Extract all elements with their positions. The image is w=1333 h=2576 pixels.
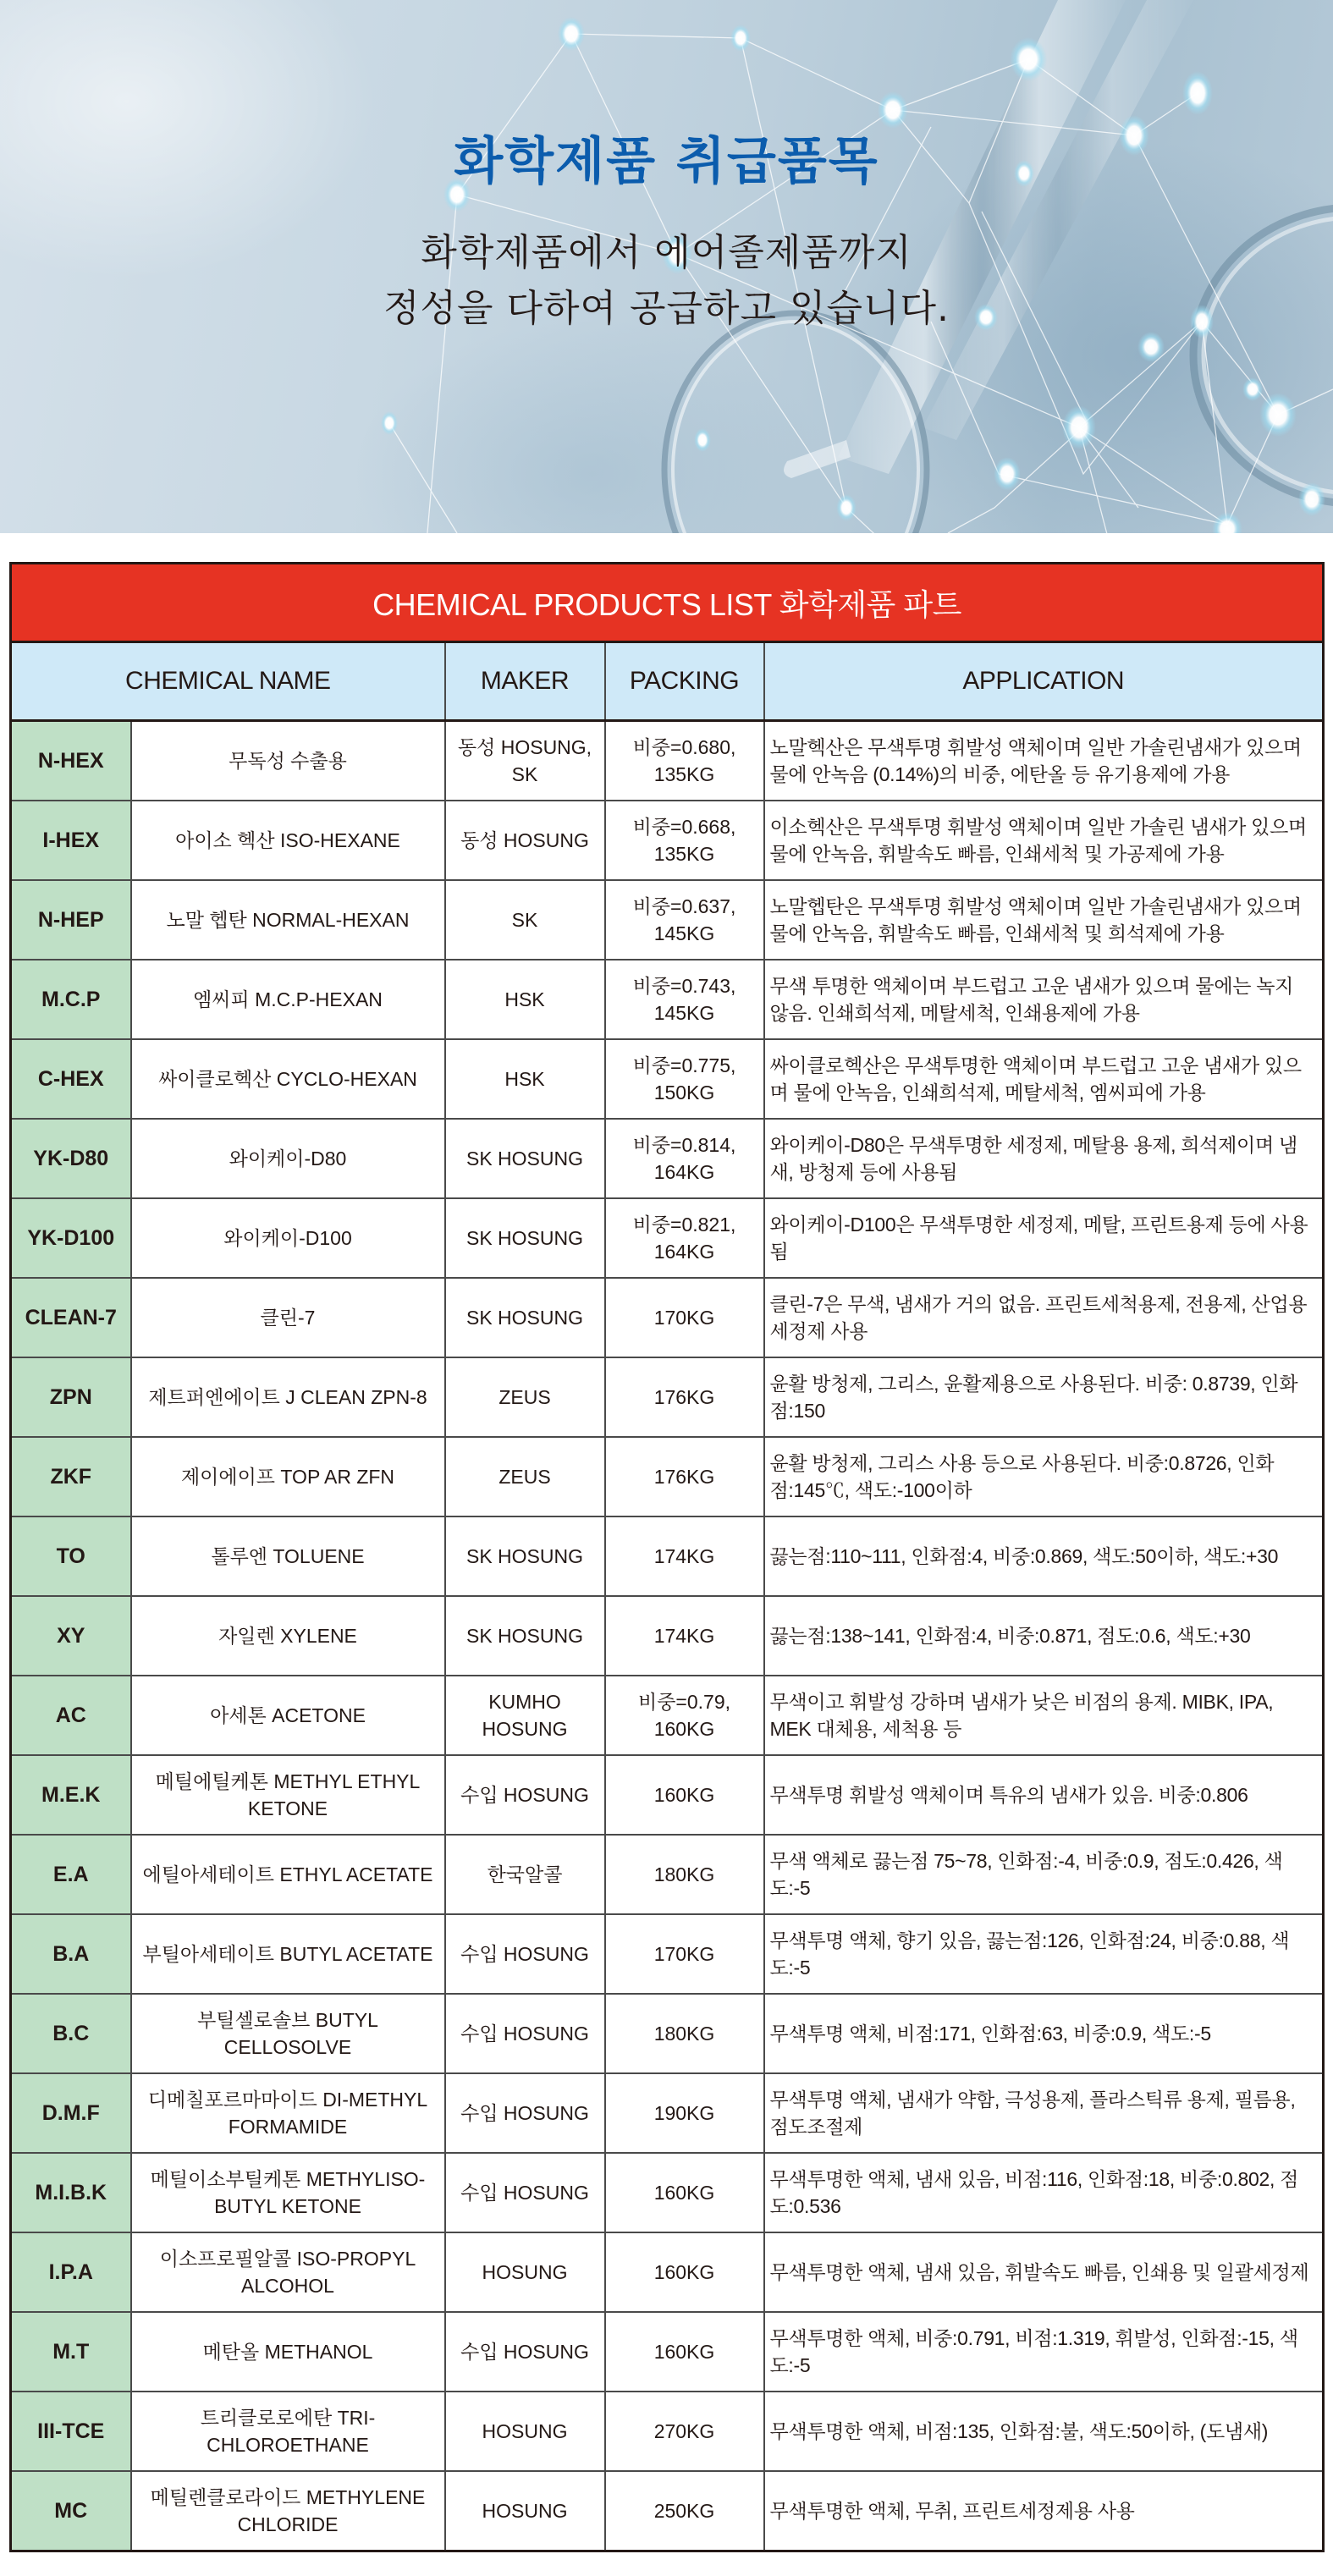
product-code-cell: N-HEP (11, 880, 131, 960)
maker-cell: SK HOSUNG (445, 1278, 605, 1357)
chemical-name-cell: 제트퍼엔에이트 J CLEAN ZPN-8 (131, 1357, 445, 1437)
chemical-name-cell: 클린-7 (131, 1278, 445, 1357)
chemical-name-cell: 와이케이-D100 (131, 1198, 445, 1278)
maker-cell: ZEUS (445, 1437, 605, 1516)
packing-cell: 190KG (605, 2073, 764, 2153)
packing-cell: 비중=0.680, 135KG (605, 721, 764, 801)
application-cell: 윤활 방청제, 그리스, 윤활제용으로 사용된다. 비중: 0.8739, 인화점:150 (764, 1357, 1324, 1437)
product-code-cell: N-HEX (11, 721, 131, 801)
chemical-name-cell: 메탄올 METHANOL (131, 2312, 445, 2392)
chemical-name-cell: 노말 헵탄 NORMAL-HEXAN (131, 880, 445, 960)
packing-cell: 비중=0.743, 145KG (605, 960, 764, 1039)
chemical-name-cell: 에틸아세테이트 ETHYL ACETATE (131, 1835, 445, 1914)
product-code-cell: C-HEX (11, 1039, 131, 1119)
application-cell: 끓는점:110~111, 인화점:4, 비중:0.869, 색도:50이하, 색도:+30 (764, 1516, 1324, 1596)
maker-cell: 한국알콜 (445, 1835, 605, 1914)
chemical-name-cell: 싸이클로헥산 CYCLO-HEXAN (131, 1039, 445, 1119)
table-row (11, 1914, 1324, 1994)
column-header-maker: MAKER (445, 642, 605, 721)
maker-cell: 수입 HOSUNG (445, 2073, 605, 2153)
table-row (11, 2073, 1324, 2153)
packing-cell: 176KG (605, 1437, 764, 1516)
packing-cell: 176KG (605, 1357, 764, 1437)
product-code-cell: III-TCE (11, 2392, 131, 2471)
maker-cell: KUMHO HOSUNG (445, 1676, 605, 1755)
maker-cell: 동성 HOSUNG (445, 801, 605, 880)
chemical-name-cell: 메틸렌클로라이드 METHYLENE CHLORIDE (131, 2471, 445, 2551)
application-cell: 윤활 방청제, 그리스 사용 등으로 사용된다. 비중:0.8726, 인화점:145℃, 색도:-100이하 (764, 1437, 1324, 1516)
application-cell: 이소헥산은 무색투명 휘발성 액체이며 일반 가솔린 냄새가 있으며 물에 안녹음, 휘발속도 빠름, 인쇄세척 및 가공제에 가용 (764, 801, 1324, 880)
packing-cell: 174KG (605, 1516, 764, 1596)
table-row (11, 1596, 1324, 1676)
table-row (11, 880, 1324, 960)
table-row (11, 1994, 1324, 2073)
maker-cell: SK HOSUNG (445, 1516, 605, 1596)
chemical-name-cell: 이소프로필알콜 ISO-PROPYL ALCOHOL (131, 2232, 445, 2312)
chemical-name-cell: 메틸에틸케톤 METHYL ETHYL KETONE (131, 1755, 445, 1835)
application-cell: 싸이클로헥산은 무색투명한 액체이며 부드럽고 고운 냄새가 있으며 물에 안녹음, 인쇄희석제, 메탈세척, 엠씨피에 가용 (764, 1039, 1324, 1119)
maker-cell: SK HOSUNG (445, 1596, 605, 1676)
table-row (11, 2471, 1324, 2551)
application-cell: 무색투명 액체, 냄새가 약함, 극성용제, 플라스틱류 용제, 필름용, 점도조절제 (764, 2073, 1324, 2153)
table-row (11, 1278, 1324, 1357)
product-code-cell: B.A (11, 1914, 131, 1994)
packing-cell: 170KG (605, 1278, 764, 1357)
product-code-cell: I.P.A (11, 2232, 131, 2312)
table-body (11, 721, 1324, 2551)
table-row (11, 801, 1324, 880)
chemical-products-table (9, 562, 1325, 2552)
application-cell: 무색 액체로 끓는점 75~78, 인화점:-4, 비중:0.9, 점도:0.426, 색도:-5 (764, 1835, 1324, 1914)
product-code-cell: D.M.F (11, 2073, 131, 2153)
chemical-name-cell: 부틸아세테이트 BUTYL ACETATE (131, 1914, 445, 1994)
application-cell: 와이케이-D80은 무색투명한 세정제, 메탈용 용제, 희석제이며 냄새, 방청제 등에 사용됨 (764, 1119, 1324, 1198)
maker-cell: 수입 HOSUNG (445, 1755, 605, 1835)
product-code-cell: TO (11, 1516, 131, 1596)
table-title-row (11, 564, 1324, 642)
chemical-name-cell: 무독성 수출용 (131, 721, 445, 801)
chemical-name-cell: 아세톤 ACETONE (131, 1676, 445, 1755)
product-code-cell: ZPN (11, 1357, 131, 1437)
packing-cell: 180KG (605, 1994, 764, 2073)
table-row (11, 1835, 1324, 1914)
product-code-cell: I-HEX (11, 801, 131, 880)
packing-cell: 270KG (605, 2392, 764, 2471)
application-cell: 무색이고 휘발성 강하며 냄새가 낮은 비점의 용제. MIBK, IPA, MEK 대체용, 세척용 등 (764, 1676, 1324, 1755)
packing-cell: 160KG (605, 2232, 764, 2312)
product-code-cell: E.A (11, 1835, 131, 1914)
packing-cell: 비중=0.637, 145KG (605, 880, 764, 960)
maker-cell: SK HOSUNG (445, 1119, 605, 1198)
maker-cell: 수입 HOSUNG (445, 2153, 605, 2232)
application-cell: 무색투명한 액체, 무취, 프린트세정제용 사용 (764, 2471, 1324, 2551)
product-code-cell: M.I.B.K (11, 2153, 131, 2232)
table-row (11, 1437, 1324, 1516)
application-cell: 끓는점:138~141, 인화점:4, 비중:0.871, 점도:0.6, 색도:+30 (764, 1596, 1324, 1676)
table-row (11, 1516, 1324, 1596)
packing-cell: 160KG (605, 2312, 764, 2392)
table-row (11, 2232, 1324, 2312)
application-cell: 무색투명 액체, 향기 있음, 끓는점:126, 인화점:24, 비중:0.88, 색도:-5 (764, 1914, 1324, 1994)
maker-cell: ZEUS (445, 1357, 605, 1437)
table-header-row (11, 642, 1324, 721)
table-row (11, 2392, 1324, 2471)
product-code-cell: M.C.P (11, 960, 131, 1039)
maker-cell: 동성 HOSUNG, SK (445, 721, 605, 801)
chemical-name-cell: 디메칠포르마마이드 DI-METHYL FORMAMIDE (131, 2073, 445, 2153)
packing-cell: 비중=0.79, 160KG (605, 1676, 764, 1755)
table-row (11, 2153, 1324, 2232)
application-cell: 무색투명한 액체, 냄새 있음, 비점:116, 인화점:18, 비중:0.802, 점도:0.536 (764, 2153, 1324, 2232)
column-header-chemical-name: CHEMICAL NAME (11, 642, 445, 721)
product-code-cell: AC (11, 1676, 131, 1755)
product-code-cell: M.E.K (11, 1755, 131, 1835)
hero-banner (0, 0, 1333, 533)
table-row (11, 1755, 1324, 1835)
product-code-cell: MC (11, 2471, 131, 2551)
maker-cell: SK HOSUNG (445, 1198, 605, 1278)
packing-cell: 160KG (605, 2153, 764, 2232)
chemical-name-cell: 아이소 헥산 ISO-HEXANE (131, 801, 445, 880)
hero-subtitle-line-2: 정성을 다하여 공급하고 있습니다. (383, 287, 950, 330)
chemical-name-cell: 톨루엔 TOLUENE (131, 1516, 445, 1596)
maker-cell: 수입 HOSUNG (445, 1994, 605, 2073)
table-row (11, 1039, 1324, 1119)
table-row (11, 1119, 1324, 1198)
application-cell: 무색투명한 액체, 냄새 있음, 휘발속도 빠름, 인쇄용 및 일괄세정제 (764, 2232, 1324, 2312)
table-row (11, 1198, 1324, 1278)
column-header-packing: PACKING (605, 642, 764, 721)
packing-cell: 180KG (605, 1835, 764, 1914)
application-cell: 노말헵탄은 무색투명 휘발성 액체이며 일반 가솔린냄새가 있으며 물에 안녹음, 휘발속도 빠름, 인쇄세척 및 희석제에 가용 (764, 880, 1324, 960)
product-code-cell: CLEAN-7 (11, 1278, 131, 1357)
page-title: 화학제품 취급품목 (454, 132, 879, 191)
maker-cell: HSK (445, 1039, 605, 1119)
product-code-cell: YK-D100 (11, 1198, 131, 1278)
maker-cell: HOSUNG (445, 2232, 605, 2312)
application-cell: 무색 투명한 액체이며 부드럽고 고운 냄새가 있으며 물에는 녹지 않음. 인쇄희석제, 메탈세척, 인쇄용제에 가용 (764, 960, 1324, 1039)
chemical-name-cell: 제이에이프 TOP AR ZFN (131, 1437, 445, 1516)
product-code-cell: XY (11, 1596, 131, 1676)
table-title: CHEMICAL PRODUCTS LIST 화학제품 파트 (11, 564, 1324, 642)
hero-subtitle-line-1: 화학제품에서 에어졸제품까지 (421, 231, 912, 274)
chemical-name-cell: 트리클로로에탄 TRI-CHLOROETHANE (131, 2392, 445, 2471)
application-cell: 무색투명한 액체, 비점:135, 인화점:불, 색도:50이하, (도냄새) (764, 2392, 1324, 2471)
packing-cell: 비중=0.775, 150KG (605, 1039, 764, 1119)
chemical-name-cell: 와이케이-D80 (131, 1119, 445, 1198)
column-header-application: APPLICATION (764, 642, 1324, 721)
packing-cell: 비중=0.821, 164KG (605, 1198, 764, 1278)
packing-cell: 비중=0.814, 164KG (605, 1119, 764, 1198)
application-cell: 무색투명 휘발성 액체이며 특유의 냄새가 있음. 비중:0.806 (764, 1755, 1324, 1835)
maker-cell: HOSUNG (445, 2471, 605, 2551)
chemical-name-cell: 메틸이소부틸케톤 METHYLISO-BUTYL KETONE (131, 2153, 445, 2232)
application-cell: 와이케이-D100은 무색투명한 세정제, 메탈, 프린트용제 등에 사용됨 (764, 1198, 1324, 1278)
product-code-cell: ZKF (11, 1437, 131, 1516)
application-cell: 노말헥산은 무색투명 휘발성 액체이며 일반 가솔린냄새가 있으며 물에 안녹음 (0.14%)의 비중, 에탄올 등 유기용제에 가용 (764, 721, 1324, 801)
table-row (11, 1357, 1324, 1437)
chemical-name-cell: 엠씨피 M.C.P-HEXAN (131, 960, 445, 1039)
chemical-name-cell: 부틸셀로솔브 BUTYL CELLOSOLVE (131, 1994, 445, 2073)
product-code-cell: YK-D80 (11, 1119, 131, 1198)
maker-cell: 수입 HOSUNG (445, 1914, 605, 1994)
packing-cell: 비중=0.668, 135KG (605, 801, 764, 880)
application-cell: 무색투명한 액체, 비중:0.791, 비점:1.319, 휘발성, 인화점:-15, 색도:-5 (764, 2312, 1324, 2392)
table-row (11, 721, 1324, 801)
application-cell: 클린-7은 무색, 냄새가 거의 없음. 프린트세척용제, 전용제, 산업용세정제 사용 (764, 1278, 1324, 1357)
packing-cell: 250KG (605, 2471, 764, 2551)
table-row (11, 1676, 1324, 1755)
maker-cell: SK (445, 880, 605, 960)
table-row (11, 960, 1324, 1039)
maker-cell: HOSUNG (445, 2392, 605, 2471)
chemical-name-cell: 자일렌 XYLENE (131, 1596, 445, 1676)
maker-cell: 수입 HOSUNG (445, 2312, 605, 2392)
table-row (11, 2312, 1324, 2392)
product-code-cell: M.T (11, 2312, 131, 2392)
product-code-cell: B.C (11, 1994, 131, 2073)
packing-cell: 170KG (605, 1914, 764, 1994)
packing-cell: 160KG (605, 1755, 764, 1835)
maker-cell: HSK (445, 960, 605, 1039)
packing-cell: 174KG (605, 1596, 764, 1676)
application-cell: 무색투명 액체, 비점:171, 인화점:63, 비중:0.9, 색도:-5 (764, 1994, 1324, 2073)
